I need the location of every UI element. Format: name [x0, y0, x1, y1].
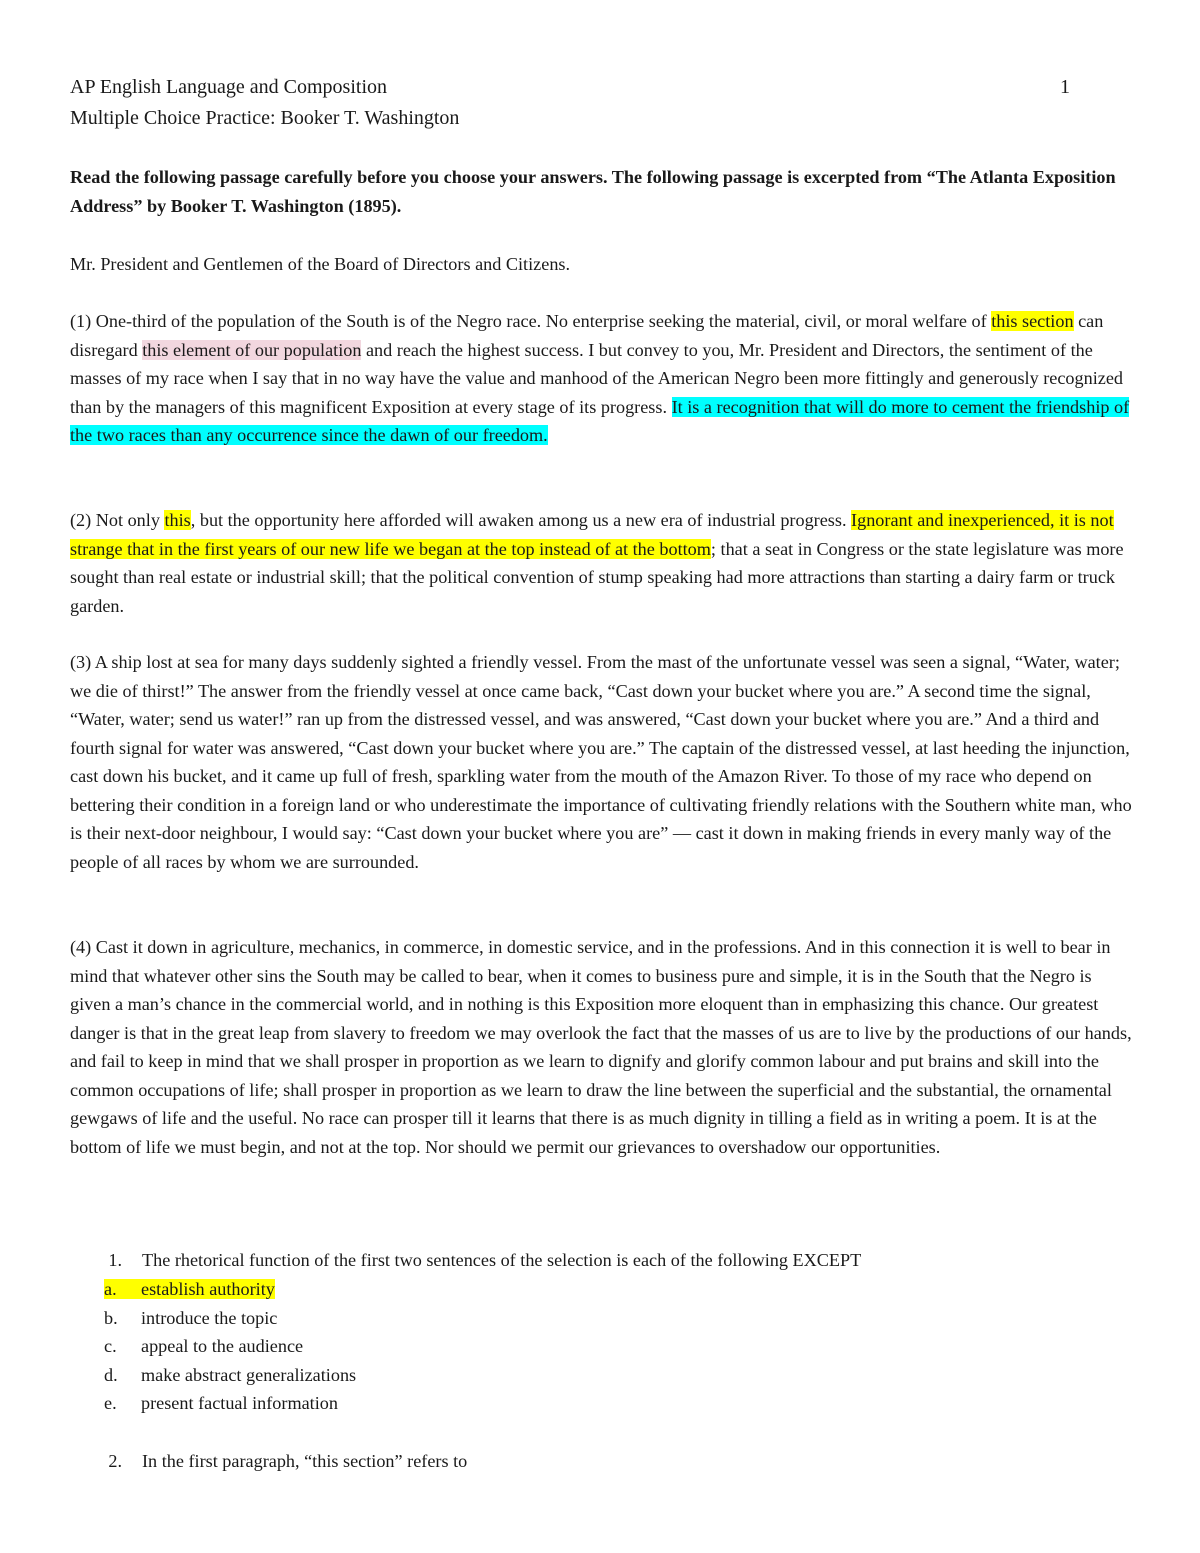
- p1-text-3: and reach the highest success. I but convey to you, Mr. President and Directors, the sentiment of the masses of my race when I say that in no way have the value and manhood of the American Negro been more fittingly and generously recognized than by the managers of this magnificent Exposition at every stage of its progress.: [70, 339, 1124, 417]
- highlight-element-of-population: this element of our population: [142, 339, 362, 360]
- question-1-options: [104, 1275, 356, 1418]
- option-c: [104, 1332, 356, 1361]
- option-letter: c.: [104, 1336, 117, 1356]
- option-letter: d.: [104, 1364, 118, 1385]
- question-number: 1.: [108, 1250, 122, 1270]
- p1-text-2: can disregard: [70, 311, 1104, 360]
- option-text: appeal to the audience: [141, 1336, 304, 1356]
- p2-text-3: ; that a seat in Congress or the state legislature was more sought than real estate or industrial skill; that the political convention of stump speaking had more attractions than starting a dairy farm or truck garden.: [70, 538, 1124, 616]
- option-letter: e.: [104, 1393, 117, 1413]
- worksheet-subtitle: Multiple Choice Practice: Booker T. Washington: [70, 107, 460, 129]
- option-a: [104, 1275, 356, 1304]
- option-e: [104, 1389, 356, 1418]
- salutation: Mr. President and Gentlemen of the Board of Directors and Citizens.: [70, 254, 571, 274]
- selected-answer-highlight: [104, 1279, 275, 1299]
- highlight-recognition-sentence: It is a recognition that will do more to cement the friendship of the two races than any occurrence since the dawn of our freedom.: [70, 396, 1130, 445]
- instructions: Read the following passage carefully before you choose your answers. The following passage is excerpted from “The Atlanta Exposition Address” by Booker T. Washington (1895).: [70, 167, 1116, 216]
- option-text: make abstract generalizations: [141, 1364, 357, 1385]
- course-title: AP English Language and Composition: [70, 76, 388, 98]
- p2-text-1: (2) Not only: [70, 510, 165, 530]
- question-1: [70, 1246, 1135, 1275]
- paragraph-3: (3) A ship lost at sea for many days suddenly sighted a friendly vessel. From the mast of the unfortunate vessel was seen a signal, “Water, water; we die of thirst!” The answer from the friendly vessel at once came back, “Cast down your bucket where you are.” A second time the signal, “Water, water; send us water!” ran up from the distressed vessel, and was answered, “Cast down your bucket where you are.” And a third and fourth signal for water was answered, “Cast down your bucket where you are.” The captain of the distressed vessel, at last heeding the injunction, cast down his bucket, and it came up full of fresh, sparkling water from the mouth of the Amazon River. To those of my race who depend on bettering their condition in a foreign land or who underestimate the importance of cultivating friendly relations with the Southern white man, who is their next-door neighbour, I would say: “Cast down your bucket where you are” — cast it down in making friends in every manly way of the people of all races by whom we are surrounded.: [70, 652, 1132, 872]
- question-text: In the first paragraph, “this section” refers to: [142, 1451, 468, 1471]
- highlight-this-section: this section: [991, 311, 1074, 331]
- p2-text-2: , but the opportunity here afforded will awaken among us a new era of industrial progress.: [190, 510, 852, 530]
- page-number: 1: [1060, 76, 1070, 98]
- highlight-ignorant-sentence: Ignorant and inexperienced, it is not strange that in the first years of our new life we began at the top instead of at the bottom: [70, 510, 1114, 559]
- option-d: [104, 1361, 356, 1390]
- option-text: establish authority: [141, 1279, 275, 1299]
- option-letter: a.: [104, 1279, 117, 1299]
- question-number: 2.: [108, 1451, 122, 1471]
- option-text: introduce the topic: [141, 1307, 278, 1328]
- question-text: The rhetorical function of the first two sentences of the selection is each of the following EXCEPT: [142, 1250, 862, 1270]
- option-letter: b.: [104, 1307, 118, 1328]
- p1-text-1: (1) One-third of the population of the South is of the Negro race. No enterprise seeking the material, civil, or moral welfare of: [70, 311, 992, 331]
- question-2: [70, 1447, 1135, 1476]
- highlight-this: this: [164, 510, 191, 530]
- paragraph-1: [70, 307, 1135, 450]
- paragraph-2: [70, 506, 1135, 620]
- paragraph-4: (4) Cast it down in agriculture, mechanics, in commerce, in domestic service, and in the professions. And in this connection it is well to bear in mind that whatever other sins the South may be called to bear, when it comes to business pure and simple, it is in the South that the Negro is given a man’s chance in the commercial world, and in nothing is this Exposition more eloquent than in emphasizing this chance. Our greatest danger is that in the great leap from slavery to freedom we may overlook the fact that the masses of us are to live by the productions of our hands, and fail to keep in mind that we shall prosper in proportion as we learn to dignify and glorify common labour and put brains and skill into the common occupations of life; shall prosper in proportion as we learn to draw the line between the superficial and the substantial, the ornamental gewgaws of life and the useful. No race can prosper till it learns that there is as much dignity in tilling a field as in writing a poem. It is at the bottom of life we must begin, and not at the top. Nor should we permit our grievances to overshadow our opportunities.: [70, 937, 1132, 1157]
- option-text: present factual information: [141, 1393, 338, 1413]
- option-b: [104, 1304, 356, 1333]
- page-header: [70, 72, 1070, 134]
